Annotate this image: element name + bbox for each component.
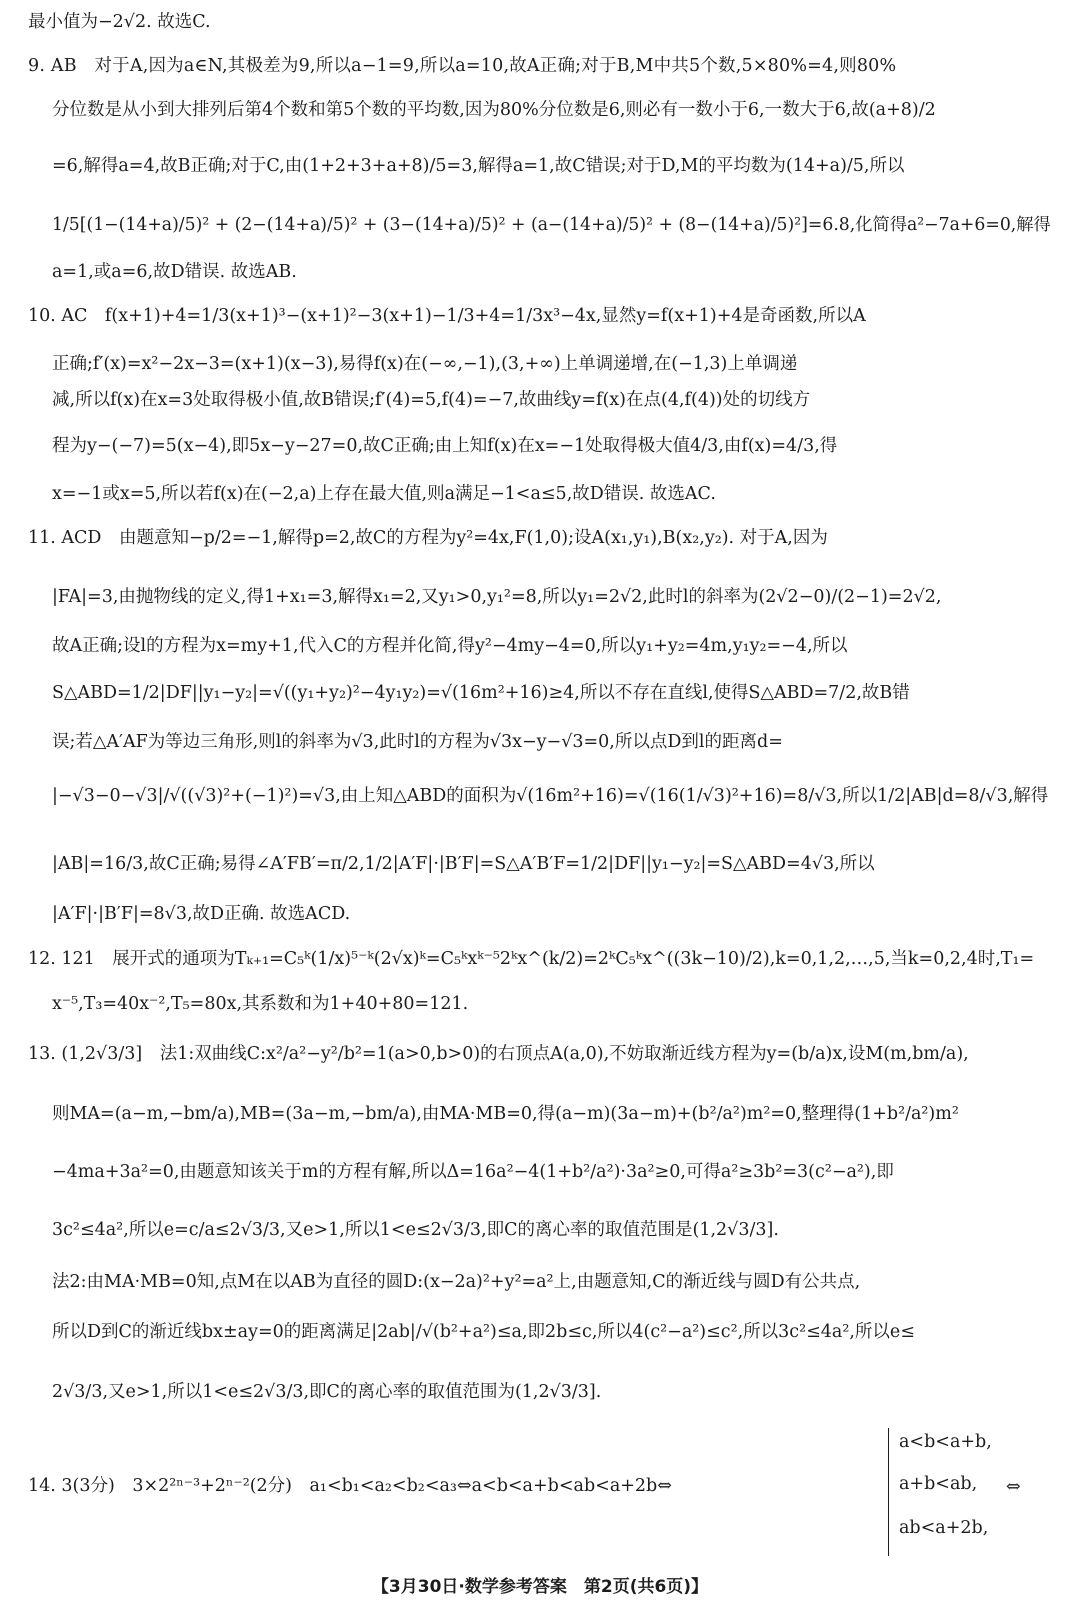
system-line: ab<a+2b, — [899, 1518, 989, 1538]
question-13-line: 13. (1,2√3/3] 法1:双曲线C:x²/a²−y²/b²=1(a>0,b>0)的右顶点A(a,0),不妨取渐近线方程为y=(b/a)x,设M(m,bm/a), — [28, 1044, 969, 1064]
text-line: 则MA=(a−m,−bm/a),MB=(3a−m,−bm/a),由MA·MB=0,得(a−m)(3a−m)+(b²/a²)m²=0,整理得(1+b²/a²)m² — [52, 1104, 959, 1124]
text-line: 2√3/3,又e>1,所以1<e≤2√3/3,即C的离心率的取值范围为(1,2√3/3]. — [52, 1382, 602, 1402]
text-line: 程为y−(−7)=5(x−4),即5x−y−27=0,故C正确;由上知f(x)在x=−1处取得极大值4/3,由f(x)=4/3,得 — [52, 436, 838, 456]
question-10-line: 10. AC f(x+1)+4=1/3(x+1)³−(x+1)²−3(x+1)−1/3+4=1/3x³−4x,显然y=f(x+1)+4是奇函数,所以A — [28, 306, 866, 326]
text-line: |−√3−0−√3|/√((√3)²+(−1)²)=√3,由上知△ABD的面积为√(16m²+16)=√(16(1/√3)²+16)=8/√3,所以1/2|AB|d=8/√3,解得 — [52, 786, 1049, 806]
text-line: x⁻⁵,T₃=40x⁻²,T₅=80x,其系数和为1+40+80=121. — [52, 994, 469, 1014]
question-11-line: 11. ACD 由题意知−p/2=−1,解得p=2,故C的方程为y²=4x,F(1,0);设A(x₁,y₁),B(x₂,y₂). 对于A,因为 — [28, 528, 828, 548]
text-line: |FA|=3,由抛物线的定义,得1+x₁=3,解得x₁=2,又y₁>0,y₁²=8,所以y₁=2√2,此时l的斜率为(2√2−0)/(2−1)=2√2, — [52, 587, 942, 607]
text-line: =6,解得a=4,故B正确;对于C,由(1+2+3+a+8)/5=3,解得a=1,故C错误;对于D,M的平均数为(14+a)/5,所以 — [52, 156, 905, 176]
question-12-line: 12. 121 展开式的通项为Tₖ₊₁=C₅ᵏ(1/x)⁵⁻ᵏ(2√x)ᵏ=C₅ᵏxᵏ⁻⁵2ᵏx^(k/2)=2ᵏC₅ᵏx^((3k−10)/2),k=0,1,2,…,5,当k=0,2,4时,T₁= — [28, 949, 1035, 969]
system-line: a<b<a+b, — [899, 1432, 992, 1452]
page-footer: 【3月30日·数学参考答案 第2页(共6页)】 — [371, 1577, 709, 1597]
text-line: 正确;f′(x)=x²−2x−3=(x+1)(x−3),易得f(x)在(−∞,−1),(3,+∞)上单调递增,在(−1,3)上单调递 — [52, 354, 798, 374]
text-line: x=−1或x=5,所以若f(x)在(−2,a)上存在最大值,则a满足−1<a≤5,故D错误. 故选AC. — [52, 484, 716, 504]
text-line: S△ABD=1/2|DF||y₁−y₂|=√((y₁+y₂)²−4y₁y₂)=√(16m²+16)≥4,所以不存在直线l,使得S△ABD=7/2,故B错 — [52, 683, 910, 703]
text-line: 1/5[(1−(14+a)/5)² + (2−(14+a)/5)² + (3−(14+a)/5)² + (a−(14+a)/5)² + (8−(14+a)/5)²]=6.8,化简得a²−7a+6=0,解得 — [52, 215, 1051, 235]
question-14-line: 14. 3(3分) 3×2²ⁿ⁻³+2ⁿ⁻²(2分) a₁<b₁<a₂<b₂<a₃⇔a<b<a+b<ab<a+2b⇔ — [28, 1476, 672, 1496]
text-line: |A′F|·|B′F|=8√3,故D正确. 故选ACD. — [52, 904, 351, 924]
text-line: 减,所以f(x)在x=3处取得极小值,故B错误;f′(4)=5,f(4)=−7,故曲线y=f(x)在点(4,f(4))处的切线方 — [52, 390, 811, 410]
text-line: 法2:由MA·MB=0知,点M在以AB为直径的圆D:(x−2a)²+y²=a²上,由题意知,C的渐近线与圆D有公共点, — [52, 1272, 861, 1292]
text-line: 故A正确;设l的方程为x=my+1,代入C的方程并化简,得y²−4my−4=0,所以y₁+y₂=4m,y₁y₂=−4,所以 — [52, 636, 848, 656]
equivalence-arrow: ⇔ — [1006, 1477, 1021, 1497]
text-line: a=1,或a=6,故D错误. 故选AB. — [52, 262, 297, 282]
text-line: 误;若△A′AF为等边三角形,则l的斜率为√3,此时l的方程为√3x−y−√3=0,所以点D到l的距离d= — [52, 732, 783, 752]
system-line: a+b<ab, — [899, 1474, 978, 1494]
text-line: −4ma+3a²=0,由题意知该关于m的方程有解,所以Δ=16a²−4(1+b²/a²)·3a²≥0,可得a²≥3b²=3(c²−a²),即 — [52, 1162, 894, 1182]
text-line: 3c²≤4a²,所以e=c/a≤2√3/3,又e>1,所以1<e≤2√3/3,即C的离心率的取值范围是(1,2√3/3]. — [52, 1220, 779, 1240]
text-line: 所以D到C的渐近线bx±ay=0的距离满足|2ab|/√(b²+a²)≤a,即2b≤c,所以4(c²−a²)≤c²,所以3c²≤4a²,所以e≤ — [52, 1322, 915, 1342]
text-line: 最小值为−2√2. 故选C. — [28, 12, 211, 32]
text-line: 分位数是从小到大排列后第4个数和第5个数的平均数,因为80%分位数是6,则必有一数小于6,一数大于6,故(a+8)/2 — [52, 100, 936, 120]
text-line: |AB|=16/3,故C正确;易得∠A′FB′=π/2,1/2|A′F|·|B′F|=S△A′B′F=1/2|DF||y₁−y₂|=S△ABD=4√3,所以 — [52, 854, 875, 874]
question-9-line: 9. AB 对于A,因为a∈N,其极差为9,所以a−1=9,所以a=10,故A正确;对于B,M中共5个数,5×80%=4,则80% — [28, 56, 897, 76]
